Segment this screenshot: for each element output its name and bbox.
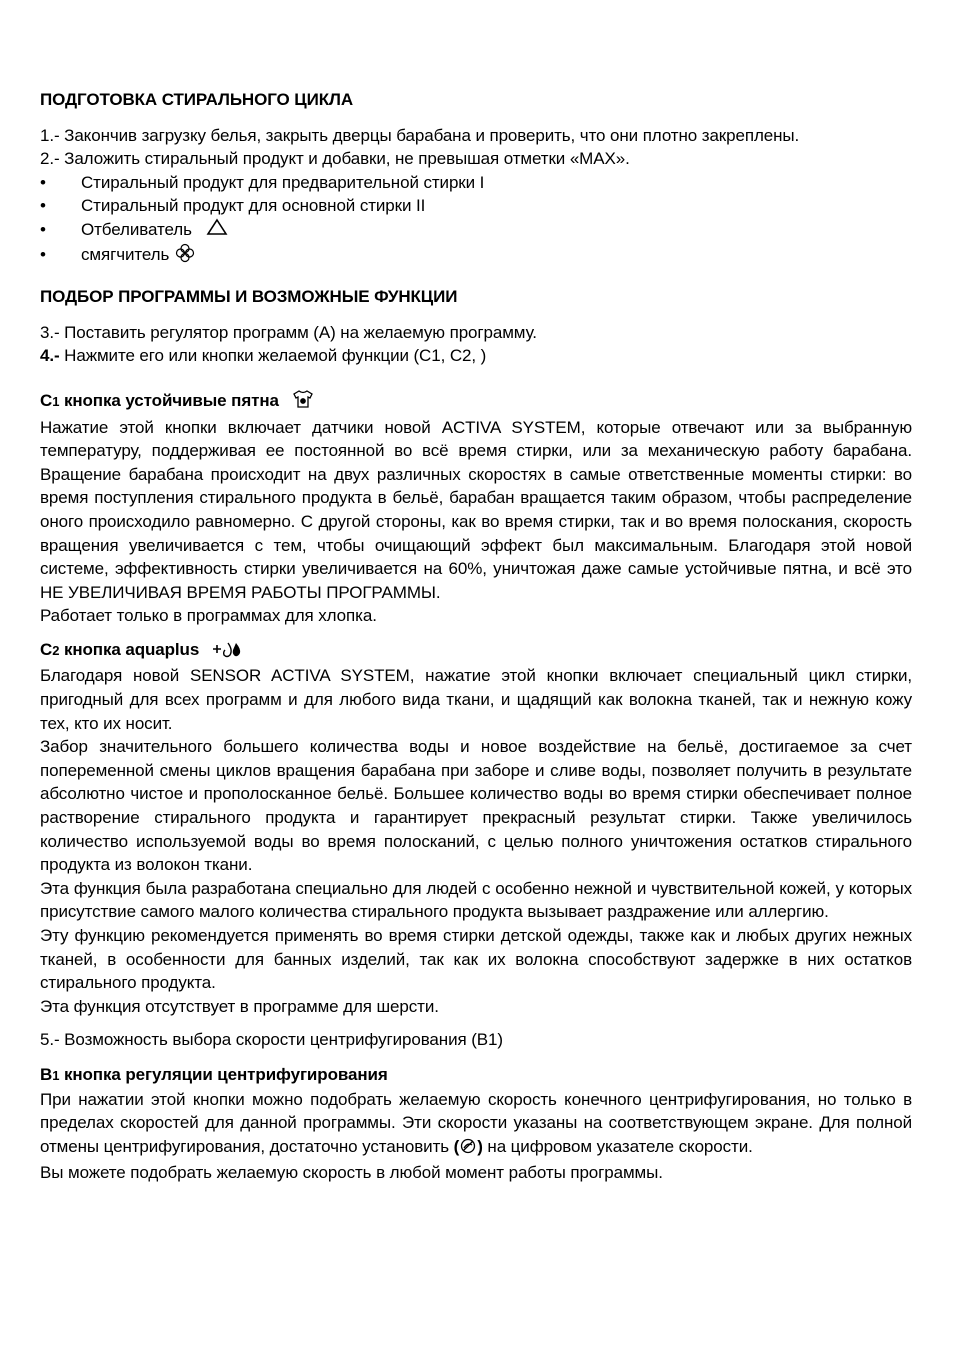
no-spin-icon (459, 1137, 477, 1162)
step-2: 2.- Заложить стиральный продукт и добавки, не превышая отметки «MAX». (40, 149, 630, 169)
c1-note: Работает только в программах для хлопка. (40, 606, 377, 626)
bullet-text: Стиральный продукт для основной стирки II (81, 196, 426, 216)
bullet-text: Отбеливатель (81, 219, 192, 239)
step-4-text: Нажмите его или кнопки желаемой функции (С1, С2, ) (59, 346, 487, 366)
step-1: 1.- Закончив загрузку белья, закрыть дверцы барабана и проверить, что они плотно закреплены. (40, 125, 800, 145)
bullet-prewash (40, 171, 912, 195)
step-4-number: 4.- (40, 346, 60, 366)
c1-title: кнопка устойчивые пятна (59, 390, 279, 410)
step-4 (40, 344, 912, 368)
c2-description-2: Забор значительного большего количества воды и новое воздействие на бельё, достигаемое за счет попеременной смены циклов вращения барабана при заборе и сливе воды, позволяет получить в результате абсолютно чистое и прополосканное бельё. Большее количество воды во время стирки обеспечивает полное растворение стирального продукта и гарантирует прекрасный результат стирки. Также увеличилось количество используемой воды во время полосканий, с целью полного уничтожения остатков стирального продукта из волокон ткани. (40, 737, 912, 875)
bullet-dot: • (40, 244, 46, 264)
c1-sub: 1 (52, 393, 60, 409)
c2-title: кнопка aquaplus (59, 639, 200, 659)
bullet-text: смягчитель (81, 244, 170, 264)
b1-open-paren: ( (453, 1136, 460, 1156)
bullet-bleach (40, 218, 912, 243)
c2-note: Эта функция отсутствует в программе для шерсти. (40, 996, 439, 1016)
softener-flower-icon (175, 243, 195, 270)
bullet-softener (40, 243, 912, 270)
b1-sub: 1 (52, 1067, 60, 1083)
c2-description-3: Эта функция была разработана специально для людей с особенно нежной и чувствительной кожей, у которых присутствие самого малого количества стирального продукта вызывает раздражение или аллергию. (40, 878, 912, 922)
document-page (40, 88, 912, 1185)
c1-heading (40, 389, 912, 416)
c2-description-1: Благодаря новой SENSOR ACTIVA SYSTEM, нажатие этой кнопки включает специальный цикл стирки, пригодный для всех программ и для любого вида ткани, и щадящий как волокна тканей, так и нежную кожу тех, кто их носит. (40, 666, 912, 733)
c2-code: С (40, 639, 53, 659)
b1-title: кнопка регуляции центрифугирования (59, 1064, 388, 1084)
b1-description-text: При нажатии этой кнопки можно подобрать желаемую скорость конечного центрифугирования, но только в пределах скоростей для данной программы. Эти скорости указаны на соответствующем экране. Для полной отмены центрифугирования, достаточно установить (40, 1089, 912, 1156)
c2-description-4: Эту функцию рекомендуется применять во время стирки детской одежды, также как и любых других нежных тканей, в особенности для банных изделий, так как их волокна способствуют задержке в них остатков стирального продукта. (40, 926, 912, 993)
bleach-triangle-icon (206, 218, 228, 243)
bullet-dot: • (40, 196, 46, 216)
b1-description-end: на цифровом указателе скорости. (482, 1136, 753, 1156)
c1-code: С (40, 390, 53, 410)
aquaplus-drops-icon (212, 640, 246, 665)
c2-sub: 2 (52, 642, 60, 658)
b1-close-paren: ) (477, 1136, 483, 1156)
step-5: 5.- Возможность выбора скорости центрифугирования (В1) (40, 1030, 503, 1050)
bullet-text: Стиральный продукт для предварительной стирки I (81, 172, 485, 192)
b1-note: Вы можете подобрать желаемую скорость в любой момент работы программы. (40, 1163, 663, 1183)
stain-shirt-icon (292, 389, 314, 416)
section-title-program: ПОДБОР ПРОГРАММЫ И ВОЗМОЖНЫЕ ФУНКЦИИ (40, 287, 458, 307)
c1-description: Нажатие этой кнопки включает датчики новой ACTIVA SYSTEM, которые отвечают или за выбранную температуру, поддерживая ее постоянной во всё время стирки, или за механическую работу барабана. Вращение барабана происходит на двух различных скоростях в самые ответственные моменты стирки: во время поступления стирального продукта в бельё, барабан вращается таким образом, чтобы распределение оного происходило равномерно. С другой стороны, как во время стирки, так и во время полоскания, скорость вращения увеличивается с тем, чтобы очищающий эффект был максимальным. Благодаря этой новой системе, эффективность стирки увеличивается на 60%, уничтожая даже самые устойчивые пятна, и всё это НЕ УВЕЛИЧИВАЯ ВРЕМЯ РАБОТЫ ПРОГРАММЫ. (40, 417, 912, 602)
c2-heading (40, 638, 912, 665)
step-3: 3.- Поставить регулятор программ (А) на желаемую программу. (40, 322, 537, 342)
b1-description (40, 1088, 912, 1162)
bullet-dot: • (40, 219, 46, 239)
b1-code: В (40, 1064, 53, 1084)
bullet-dot: • (40, 172, 46, 192)
b1-heading (40, 1063, 912, 1088)
bullet-mainwash (40, 194, 912, 218)
section-title-preparation: ПОДГОТОВКА СТИРАЛЬНОГО ЦИКЛА (40, 90, 354, 109)
